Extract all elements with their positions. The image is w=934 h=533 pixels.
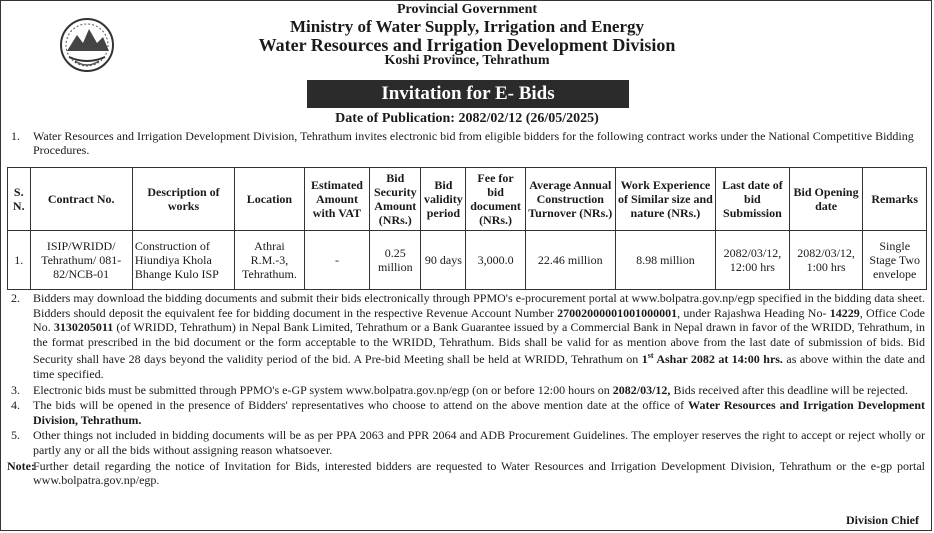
intro-text: Water Resources and Irrigation Development Division, Tehrathum invites electronic bid from eligible bidders for the following contract works under the National Competitive Bidding Procedures.	[33, 129, 914, 157]
header-lastdate: Last date of bid Submission	[716, 168, 790, 231]
point-number: 4.	[11, 398, 20, 413]
cell-estimated: -	[304, 231, 369, 290]
header-opening: Bid Opening date	[789, 168, 863, 231]
office-name: Water Resources and Irrigation Development Division, Tehrathum.	[33, 398, 925, 427]
table-row	[8, 231, 927, 290]
point-number: 2.	[11, 291, 20, 305]
cell-description: Construction of Hiundiya Khola Bhange Kulo ISP	[132, 231, 234, 290]
header-estimated: Estimated Amount with VAT	[304, 168, 369, 231]
cell-security: 0.25 million	[370, 231, 421, 290]
point-5	[7, 428, 925, 457]
bid-table	[7, 167, 927, 290]
rajashwa-heading: 14229	[829, 305, 860, 320]
header-experience: Work Experience of Similar size and nature (NRs.)	[615, 168, 715, 231]
cell-fee: 3,000.0	[466, 231, 525, 290]
meeting-day-suffix: st	[647, 351, 654, 361]
header-location: Location	[235, 168, 305, 231]
cell-validity: 90 days	[421, 231, 466, 290]
note-text: Further detail regarding the notice of Invitation for Bids, interested bidders are requested to Water Resources and Irrigation Development Division, Tehrathum or the e-gp portal www.bolpatra.gov.np/egp.	[33, 458, 925, 488]
meeting-time: Ashar 2082 at 14:00 hrs.	[653, 352, 783, 367]
notice-title-banner: Invitation for E- Bids	[307, 80, 629, 108]
point-text: , Office Code No.	[33, 305, 925, 335]
point-3	[7, 383, 925, 398]
header-government: Provincial Government	[396, 2, 538, 17]
header-validity: Bid validity period	[421, 168, 466, 231]
meeting-day-number: 1	[641, 352, 648, 367]
header-turnover: Average Annual Construction Turnover (NRs.)	[525, 168, 615, 231]
note	[7, 459, 925, 488]
point-text: The bids will be opened in the presence of Bidders' representatives who choose to attend on the above mention date at the office of	[33, 398, 689, 413]
point-text: (of WRIDD, Tehrathum) in Nepal Bank Limited, Tehrathum or a Bank Guarantee issued by a Commercial Bank in Nepal drawn in favor of the WRIDD, Tehrathum, in the format prescribed in the bid document or the form acceptable to the WRIDD, Tehrathum. Bids shall be valid for as mention above from the last date of submission of bids. Bid Security shall have 28 days beyond the validity period of the bid. A Pre-bid Meeting shall be held at WRIDD, Tehrathum on	[33, 320, 926, 367]
point-text: , under Rajashwa Heading No-	[677, 305, 830, 320]
cell-turnover: 22.46 million	[525, 231, 615, 290]
table-header-row	[8, 168, 927, 231]
header-ministry: Ministry of Water Supply, Irrigation and Energy	[289, 16, 645, 36]
header-location: Koshi Province, Tehrathum	[384, 53, 550, 69]
point-number: 1.	[11, 129, 20, 143]
point-number: 5.	[11, 428, 20, 443]
letterhead	[1, 3, 933, 69]
header-fee: Fee for bid document (NRs.)	[466, 168, 525, 231]
office-code: 3130205011	[53, 320, 114, 335]
point-text: Bidders may download the bidding documents and submit their bids electronically through PPMO's e-procurement portal at www.bolpatra.gov.np/egp specified in the bidding data sheet. Bidders should deposit the equivalent fee for bidding document in the respective Revenue Account Number	[33, 291, 925, 320]
publication-date: Date of Publication: 2082/02/12 (26/05/2025)	[335, 111, 599, 126]
cell-experience: 8.98 million	[615, 231, 715, 290]
revenue-account: 27002000001001000001	[557, 305, 678, 320]
cell-lastdate: 2082/03/12, 12:00 hrs	[716, 231, 790, 290]
cell-remarks: Single Stage Two envelope	[863, 231, 927, 290]
point-text: as above within the date and time specified.	[33, 352, 925, 381]
point-number: 3.	[11, 382, 20, 397]
meeting-day	[642, 352, 783, 366]
point-text: Bids received after this deadline will be rejected.	[670, 382, 909, 397]
header-contract: Contract No.	[30, 168, 132, 231]
cell-location: Athrai R.M.-3, Tehrathum.	[235, 231, 305, 290]
terms-list	[7, 291, 925, 488]
intro-paragraph	[7, 129, 925, 157]
header-sn: S. N.	[8, 168, 31, 231]
signature-title: Division Chief	[845, 513, 919, 527]
header-description: Description of works	[132, 168, 234, 231]
deadline-date: 2082/03/12,	[612, 382, 671, 397]
cell-contract: ISIP/WRIDD/ Tehrathum/ 081-82/NCB-01	[30, 231, 132, 290]
header-security: Bid Security Amount (NRs.)	[370, 168, 421, 231]
note-label: Note:	[7, 458, 35, 473]
point-2	[7, 291, 925, 382]
point-4	[7, 398, 925, 427]
header-remarks: Remarks	[863, 168, 927, 231]
point-text: Other things not included in bidding documents will be as per PPA 2063 and PPR 2064 and ADB Procurement Guidelines. The employer reserves the right to accept or reject wholly or partly any or all the bids without assigning reason whatsoever.	[33, 428, 925, 457]
cell-opening: 2082/03/12, 1:00 hrs	[789, 231, 863, 290]
point-text: Electronic bids must be submitted through PPMO's e-GP system www.bolpatra.gov.np/egp (on or before 12:00 hours on	[33, 382, 613, 397]
cell-sn: 1.	[8, 231, 31, 290]
header-division: Water Resources and Irrigation Development Division	[258, 34, 676, 55]
